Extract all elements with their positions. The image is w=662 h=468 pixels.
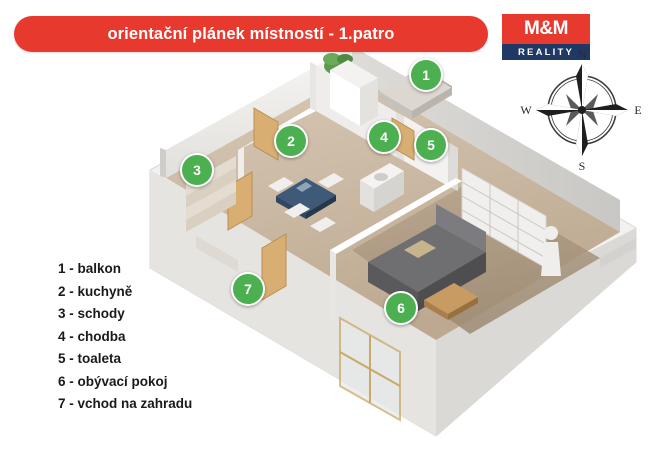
legend: [58, 258, 278, 416]
compass-north-label: N: [577, 47, 587, 61]
logo-brand-text: M&M: [524, 18, 568, 39]
compass-rose: [518, 46, 646, 174]
room-marker-6[interactable]: [384, 291, 418, 325]
room-marker-1-label: 1: [422, 67, 430, 83]
logo-tagline-text: REALITY: [517, 46, 575, 58]
room-marker-5[interactable]: [414, 128, 448, 162]
room-marker-3[interactable]: [180, 153, 214, 187]
compass-east-label: E: [634, 103, 642, 117]
room-marker-4[interactable]: [367, 120, 401, 154]
room-marker-2[interactable]: [274, 124, 308, 158]
logo-brand-box: [502, 14, 590, 44]
compass-west-label: W: [520, 103, 532, 117]
room-marker-4-label: 4: [380, 129, 388, 145]
legend-item-4: 4 - chodba: [58, 328, 126, 344]
legend-item-3: 3 - schody: [58, 306, 125, 321]
room-marker-7-label: 7: [244, 281, 252, 297]
room-marker-1[interactable]: [409, 58, 443, 92]
compass-south-label: S: [578, 159, 586, 173]
legend-item-1: 1 - balkon: [58, 261, 122, 276]
legend-item-5: 5 - toaleta: [58, 351, 122, 366]
room-marker-6-label: 6: [397, 300, 405, 316]
legend-item-7: 7 - vchod na zahradu: [58, 396, 193, 411]
legend-item-2: 2 - kuchyně: [58, 283, 133, 299]
title-banner: [14, 16, 488, 52]
legend-item-6: 6 - obývací pokoj: [58, 373, 168, 389]
room-marker-5-label: 5: [427, 137, 435, 153]
room-marker-2-label: 2: [287, 133, 295, 149]
room-marker-3-label: 3: [193, 162, 201, 178]
page-title: orientační plánek místností - 1.patro: [107, 24, 395, 43]
